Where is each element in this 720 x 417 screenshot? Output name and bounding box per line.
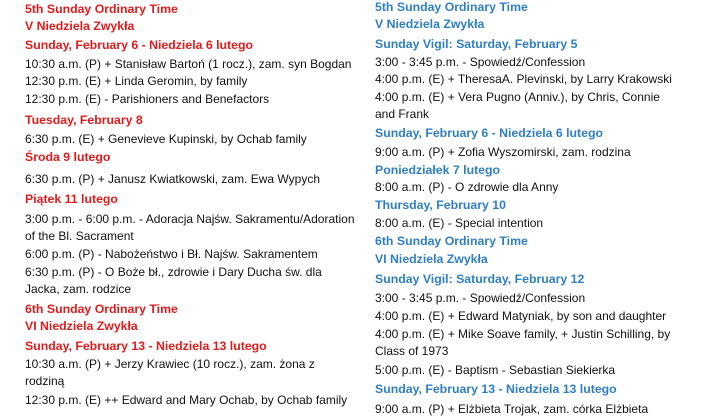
right-mass-intention-line: and Frank [375,107,430,121]
left-mass-intention-line: 12:30 p.m. (E) ++ Edward and Mary Ochab, by Ochab family [25,393,348,407]
left-mass-intention-line: 3:00 p.m. - 6:00 p.m. - Adoracja Najśw. Sakramentu/Adoration [25,212,355,226]
right-section-heading: Sunday Vigil: Saturday, February 12 [375,272,585,286]
left-section-heading: VI Niedziela Zwykła [25,319,138,333]
left-mass-intention-line: of the Bl. Sacrament [25,229,134,243]
left-mass-intention-line: 6:30 p.m. (P) + Janusz Kwiatkowski, zam. Ewa Wypych [25,172,320,186]
left-mass-intention-line: rodziną [25,374,65,388]
left-section-heading: 6th Sunday Ordinary Time [25,302,178,316]
left-mass-intention-line: 10:30 a.m. (P) + Jerzy Krawiec (10 rocz.), zam. żona z [25,357,315,371]
right-mass-intention-line: 4:00 p.m. (E) + Vera Pugno (Anniv.), by Chris, Connie [375,90,660,104]
left-mass-intention-line: Jacka, zam. rodzice [25,282,132,296]
right-mass-intention-line: 3:00 - 3:45 p.m. - Spowiedź/Confession [375,55,586,69]
left-mass-intention-line: 12:30 p.m. (E) + Linda Geromin, by family [25,74,248,88]
right-section-heading: 5th Sunday Ordinary Time [375,0,528,14]
left-section-heading: Środa 9 lutego [25,150,111,164]
left-section-heading: Tuesday, February 8 [25,113,143,127]
left-section-heading: V Niedziela Zwykła [25,19,135,33]
right-section-heading: Sunday, February 6 - Niedziela 6 lutego [375,126,604,140]
right-section-heading: V Niedziela Zwykła [375,17,485,31]
left-mass-intention-line: 10:30 a.m. (P) + Stanisław Bartoń (1 rocz.), zam. syn Bogdan [25,57,352,71]
right-mass-intention-line: 3:00 - 3:45 p.m. - Spowiedź/Confession [375,291,586,305]
left-section-heading: Sunday, February 6 - Niedziela 6 lutego [25,38,254,52]
left-section-heading: Piątek 11 lutego [25,192,118,206]
left-mass-intention-line: 6:00 p.m. (P) - Nabożeństwo i Bł. Najśw. Sakramentem [25,247,318,261]
left-section-heading: Sunday, February 13 - Niedziela 13 lutego [25,339,267,353]
right-mass-intention-line: 4:00 p.m. (E) + Edward Matyniak, by son and daughter [375,309,667,323]
left-section-heading: 5th Sunday Ordinary Time [25,2,178,16]
right-section-heading: Poniedziałek 7 lutego [375,163,501,177]
right-mass-intention-line: 5:00 p.m. (E) - Baptism - Sebastian Siekierka [375,363,616,377]
left-mass-intention-line: 6:30 p.m. (P) - O Boże bł., zdrowie i Dary Ducha św. dla [25,265,322,279]
right-mass-intention-line: Class of 1973 [375,344,449,358]
right-mass-intention-line: 8:00 a.m. (P) - O zdrowie dla Anny [375,180,559,194]
right-section-heading: VI Niedziela Zwykła [375,252,488,266]
right-section-heading: Sunday Vigil: Saturday, February 5 [375,37,578,51]
left-mass-intention-line: 6:30 p.m. (E) + Genevieve Kupinski, by Ochab family [25,132,307,146]
right-mass-intention-line: 9:00 a.m. (P) + Elżbieta Trojak, zam. córka Elżbieta [375,402,649,416]
right-mass-intention-line: 8:00 a.m. (E) - Special intention [375,216,544,230]
right-section-heading: 6th Sunday Ordinary Time [375,234,528,248]
right-section-heading: Sunday, February 13 - Niedziela 13 lutego [375,382,617,396]
right-mass-intention-line: 4:00 p.m. (E) + Mike Soave family, + Justin Schilling, by [375,327,671,341]
left-mass-intention-line: 12:30 p.m. (E) - Parishioners and Benefactors [25,92,270,106]
right-mass-intention-line: 9:00 a.m. (P) + Zofia Wyszomirski, zam. rodzina [375,145,631,159]
right-section-heading: Thursday, February 10 [375,198,506,212]
right-mass-intention-line: 4:00 p.m. (E) + TheresaA. Plevinski, by Larry Krakowski [375,72,672,86]
